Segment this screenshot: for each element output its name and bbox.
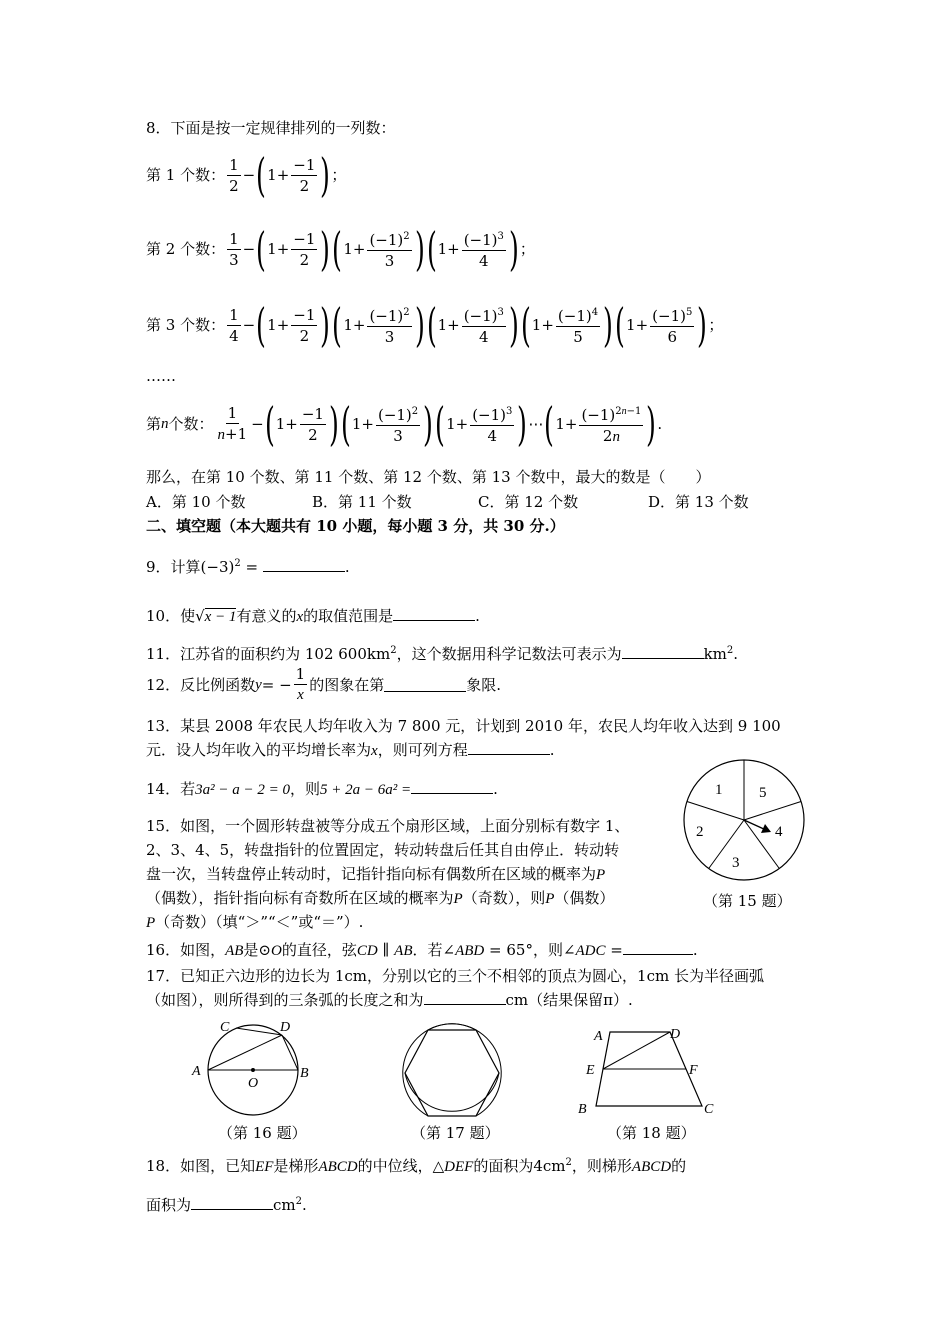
- q18-d: 的面积为: [473, 1157, 534, 1175]
- q8-item-n: 第 n 个数： $\frac{1}{n+1}$ − ( 1+ $\frac{-1}{2}$ ) ( 1+ $\frac{(-1)^2}{3}$ ) ( 1+ $\frac{(-1)^3}{4}$ ) ⋯ ( 1+ $\frac{(-1)^{2n-1}}{2n}$ ) .: [146, 397, 663, 451]
- answer-blank: [468, 740, 550, 755]
- q15-line5-text: （奇数）（填“＞”“＜”或“＝”）.: [155, 913, 364, 931]
- q11-a: 11．江苏省的面积约为 102 600km: [146, 645, 391, 663]
- q12-c: 象限.: [466, 675, 502, 694]
- q18-end: .: [302, 1196, 307, 1214]
- q16-d: ∥: [377, 941, 395, 959]
- q12: [146, 664, 501, 705]
- label-b: B: [300, 1066, 309, 1081]
- q8-option-c: C．第 12 个数: [478, 493, 579, 511]
- q16: [146, 940, 698, 961]
- arc-2: [428, 1024, 501, 1116]
- q8-item-3: 第 3 个数： $\frac{1}{4}$ − ( 1+ $\frac{-1}{2}$ ) ( 1+ $\frac{(-1)^2}{3}$ ) ( 1+ $\frac{(-1)^3}{4}$ ) ( 1+ $\frac{(-1)^4}{5}$ ) ( 1+ $\frac{(-1)^5}{6}$ ) ；: [146, 298, 724, 352]
- q8-option-b: B．第 11 个数: [312, 493, 412, 511]
- q16-end: .: [692, 941, 698, 959]
- q16-ab: AB: [225, 943, 244, 959]
- q13-line2a: 元．设人均年收入的平均增长率为: [146, 741, 372, 759]
- spinner-divider: [687, 802, 744, 821]
- q17-line2a: （如图），则所得到的三条弧的长度之和为: [146, 991, 424, 1009]
- q16-abd: ABD: [455, 943, 485, 959]
- q9-exp: 2: [234, 558, 241, 569]
- q15-line3: [146, 864, 605, 885]
- label-a: A: [192, 1064, 201, 1079]
- q15-line4c: （偶数）: [554, 889, 615, 907]
- q8-item1-label: 第 1 个数：: [146, 166, 226, 184]
- q8-intro: 8．下面是按一定规律排列的一列数：: [146, 119, 396, 137]
- q17-caption: （第 17 题）: [411, 1124, 500, 1142]
- arc-1: [403, 1024, 476, 1116]
- q15-line1: 15．如图，一个圆形转盘被等分成五个扇形区域，上面分别标有数字 1、: [146, 817, 630, 835]
- spinner-number-4: 4: [775, 824, 783, 840]
- q11-end: .: [733, 645, 739, 663]
- q16-o: O: [271, 943, 282, 959]
- label-b: B: [578, 1102, 587, 1117]
- q12-num: 1: [295, 665, 306, 683]
- q16-ab: AB: [394, 943, 413, 959]
- trapezoid-figure-18: [578, 1022, 728, 1122]
- q14-end: .: [493, 780, 498, 798]
- q12-den: x: [297, 687, 304, 703]
- q15-caption: （第 15 题）: [703, 892, 792, 910]
- q15-line5: [146, 912, 363, 933]
- section2-title: 二、填空题（本大题共有 10 小题，每小题 3 分，共 30 分.）: [146, 517, 565, 535]
- q8-item-2: 第 2 个数： $\frac{1}{3}$ − ( 1+ $\frac{-1}{2}$ ) ( 1+ $\frac{(-1)^2}{3}$ ) ( 1+ $\frac{(-1)^3}{4}$ ) ；: [146, 222, 535, 276]
- q18-def: DEF: [444, 1159, 474, 1175]
- fraction: [294, 664, 308, 705]
- q8-ellipsis: ……: [146, 367, 176, 385]
- q10-b: 有意义的: [236, 607, 297, 625]
- q13-line2: [146, 740, 554, 761]
- q10-radicand: x − 1: [204, 609, 237, 625]
- q17-line1: 17．已知正六边形的边长为 1cm，分别以它的三个不相邻的顶点为圆心，1cm 长为半径画弧: [146, 967, 764, 985]
- q12-eq: = −: [261, 675, 292, 694]
- q15-line3-text: 盘一次，当转盘停止转动时，记指针指向标有偶数所在区域的概率为: [146, 865, 597, 883]
- q16-f: = 65°，则∠: [484, 941, 576, 959]
- q13-end: .: [549, 741, 555, 759]
- q12-a: 12．反比例函数: [146, 675, 256, 694]
- q14: [146, 779, 498, 800]
- q9-expr: (−3): [200, 558, 235, 576]
- center-point: [251, 1068, 255, 1072]
- answer-blank: [191, 1195, 273, 1210]
- fraction: $\frac{-1}{2}$: [293, 155, 316, 195]
- chord-cd: [236, 1028, 282, 1035]
- spinner-number-5: 5: [759, 785, 767, 801]
- segment-ed: [603, 1032, 670, 1069]
- q12-b: 的图象在第: [309, 675, 385, 694]
- label-a: A: [594, 1029, 603, 1044]
- q11-c: km: [703, 645, 727, 663]
- q8-itemn-label-n: n: [161, 416, 169, 432]
- q18-e: ，则梯形: [571, 1157, 632, 1175]
- segment-bd: [282, 1035, 298, 1070]
- q8-itemn-label-a: 第: [146, 415, 162, 433]
- q17-line2: [146, 990, 633, 1010]
- q18-abcd: ABCD: [318, 1159, 358, 1175]
- answer-blank: [424, 990, 506, 1005]
- q10-x: x: [296, 609, 304, 625]
- answer-blank: [263, 557, 345, 572]
- hexagon: [405, 1030, 499, 1116]
- spinner-number-2: 2: [696, 824, 704, 840]
- q14-expr1: 3a² − a − 2 = 0: [195, 782, 290, 798]
- label-d: D: [670, 1027, 681, 1042]
- q12-y: y: [255, 676, 262, 693]
- fraction: $\frac{1}{2}$: [229, 155, 239, 195]
- answer-blank: [393, 606, 475, 621]
- circle-figure-16: [190, 1016, 320, 1120]
- q18-abcd: ABCD: [631, 1159, 672, 1175]
- spinner-divider: [744, 802, 801, 821]
- q9-end: .: [344, 558, 350, 576]
- q8-item3-label: 第 3 个数：: [146, 316, 226, 334]
- q16-g: =: [605, 941, 623, 959]
- q14-a: 14．若: [146, 780, 196, 798]
- q18-line2: 面积为 $cm^2$.: [146, 1196, 307, 1214]
- label-e: E: [586, 1063, 595, 1078]
- q15-line4: [146, 888, 614, 909]
- q13-x: x: [371, 743, 378, 759]
- q8-question: 那么，在第 10 个数、第 11 个数、第 12 个数、第 13 个数中，最大的数是（ ）: [146, 468, 711, 486]
- q15-p: P: [146, 915, 156, 931]
- answer-blank: [622, 644, 704, 659]
- q18-b: 是梯形: [273, 1157, 319, 1175]
- q9-eq: =: [240, 558, 263, 576]
- q8-option-d: D．第 13 个数: [648, 493, 749, 511]
- q18-line1: 18．如图，已知EF是梯形ABCD的中位线，△DEF的面积为$4cm^2$，则梯形ABCD的: [146, 1157, 687, 1175]
- q18-area: 4cm: [533, 1157, 566, 1175]
- q15-line2: 2、3、4、5，转盘指针的位置固定，转动转盘后任其自由停止．转动转: [146, 841, 620, 859]
- q11: 11．江苏省的面积约为 102 $600km^2$，这个数据用科学记数法可表示为 $km^2$.: [146, 645, 739, 663]
- label-c: C: [220, 1020, 230, 1035]
- q14-b: ，则: [289, 780, 320, 798]
- q16-cd: CD: [356, 943, 378, 959]
- spinner-divider: [744, 820, 779, 869]
- q13-line2b: ，则可列方程: [377, 741, 468, 759]
- q15-p: P: [596, 867, 606, 883]
- answer-blank: [384, 677, 466, 692]
- spinner-number-1: 1: [715, 782, 723, 798]
- q15-p: P: [545, 891, 555, 907]
- label-o: O: [248, 1076, 259, 1091]
- q16-a: 16．如图，: [146, 941, 226, 959]
- label-c: C: [704, 1102, 714, 1117]
- spinner-figure: [682, 758, 806, 882]
- q18-f: 的: [671, 1157, 687, 1175]
- q18-caption: （第 18 题）: [607, 1124, 696, 1142]
- q10: [146, 606, 480, 627]
- q15-line4b: （奇数），则: [462, 889, 546, 907]
- answer-blank: [623, 940, 693, 955]
- q18-c: 的中位线，△: [357, 1157, 445, 1175]
- q15-p: P: [453, 891, 463, 907]
- q17-line2b: cm（结果保留π）.: [505, 991, 633, 1009]
- q10-a: 10．使: [146, 607, 196, 625]
- q16-c: 的直径，弦: [281, 941, 357, 959]
- answer-blank: [411, 779, 493, 794]
- q9: [146, 554, 350, 577]
- q15-line4a: （偶数），指针指向标有奇数所在区域的概率为: [146, 889, 454, 907]
- q18-line2a: 面积为: [146, 1196, 192, 1214]
- hexagon-figure-17: [404, 1028, 500, 1118]
- q8-option-a: A．第 10 个数: [146, 493, 246, 511]
- q18-ef: EF: [255, 1159, 274, 1175]
- q16-adc: ADC: [575, 943, 606, 959]
- q18-line2b: cm: [273, 1196, 296, 1214]
- q16-b: 是⊙: [243, 941, 271, 959]
- q14-expr2: 5 + 2a − 6a² =: [319, 782, 412, 798]
- q10-end: .: [475, 607, 480, 625]
- q16-caption: （第 16 题）: [218, 1124, 307, 1142]
- q10-c: 的取值范围是: [303, 607, 394, 625]
- sqrt-sign: √: [195, 607, 205, 625]
- q13-line1: 13．某县 2008 年农民人均年收入为 7 800 元，计划到 2010 年，农民人均年收入达到 9 100: [146, 717, 781, 735]
- q9-text: 9．计算: [146, 558, 201, 576]
- q18-a: 18．如图，已知: [146, 1157, 256, 1175]
- label-d: D: [280, 1020, 291, 1035]
- arc-3: [405, 1073, 499, 1111]
- q8-itemn-label-b: 个数：: [168, 415, 214, 433]
- label-f: F: [689, 1063, 698, 1078]
- q16-e: ．若∠: [412, 941, 456, 959]
- q8-item-1: 第 1 个数： $\frac{1}{2}$ − ( 1+ $\frac{-1}{2}$ ) ；: [146, 148, 347, 202]
- q11-b: ，这个数据用科学记数法可表示为: [396, 645, 622, 663]
- spinner-number-3: 3: [732, 855, 740, 871]
- q8-item2-label: 第 2 个数：: [146, 240, 226, 258]
